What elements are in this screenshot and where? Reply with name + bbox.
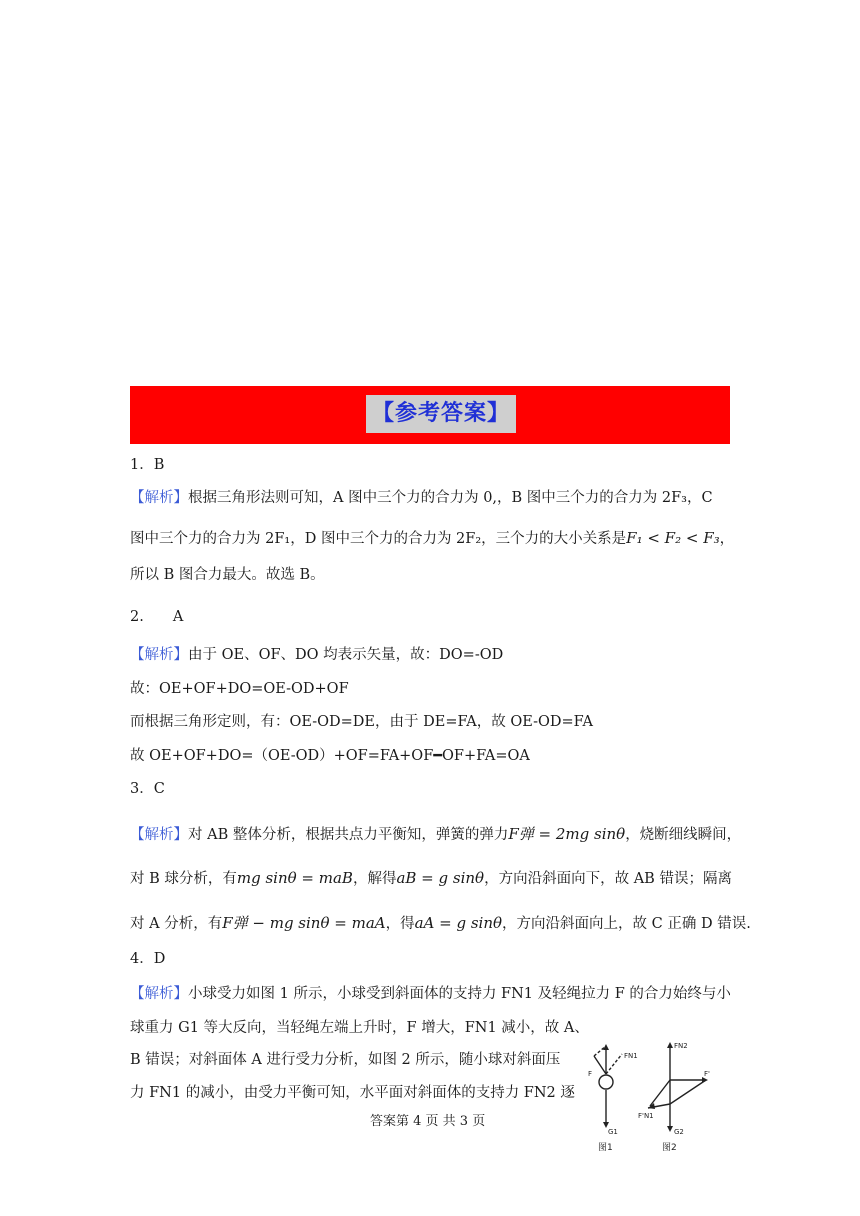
q4-line4: 力 FN1 的减小，由受力平衡可知，水平面对斜面体的支持力 FN2 逐: [130, 1085, 575, 1101]
q3-text3c: ，方向沿斜面向上，故 C 正确 D 错误.: [502, 916, 751, 932]
ball-icon: [599, 1075, 613, 1089]
q2-line4: 故 OE+OF+DO=（OE-OD）+OF=FA+OF━OF+FA=OA: [130, 748, 530, 764]
q3-line3: [130, 913, 751, 934]
fig1-fn1-label: FN1: [624, 1052, 638, 1060]
q1-math: F₁ < F₂ < F₃: [626, 529, 720, 547]
q1-number: 1．B: [130, 457, 165, 473]
q3-text1b: ，烧断细线瞬间，: [625, 827, 742, 843]
q2-line2: 故：OE+OF+DO=OE-OD+OF: [130, 681, 349, 697]
q3-line1: [130, 824, 741, 845]
fig2-fprime-label: F': [704, 1070, 710, 1078]
q4-number: 4．D: [130, 951, 166, 967]
q1-text1: 根据三角形法则可知，A 图中三个力的合力为 0,，B 图中三个力的合力为 2F₃，C: [188, 490, 713, 506]
q2-text1: 由于 OE、OF、DO 均表示矢量，故：DO=-OD: [188, 647, 504, 663]
q2-tag: 【解析】: [130, 647, 188, 663]
q3-number: 3．C: [130, 781, 165, 797]
page-footer: 答案第 4 页 共 3 页: [370, 1114, 486, 1129]
q2-line3: 而根据三角形定则，有：OE-OD=DE，由于 DE=FA，故 OE-OD=FA: [130, 714, 593, 730]
force-diagram-figure: [586, 1030, 726, 1160]
q4-line1: [130, 984, 731, 1004]
q2-line1: [130, 645, 503, 665]
q3-tag: 【解析】: [130, 827, 188, 843]
fig2-caption: 图2: [662, 1143, 677, 1153]
q3-line2: [130, 868, 732, 889]
q3-text1a: 对 AB 整体分析，根据共点力平衡知，弹簧的弹力: [188, 827, 509, 843]
answer-banner: [130, 386, 730, 444]
q3-text2b: ，解得: [352, 871, 397, 887]
q3-text2a: 对 B 球分析，有: [130, 871, 237, 887]
fig1-f-label: F: [588, 1070, 593, 1078]
fig2-fn2-label: FN2: [674, 1042, 688, 1050]
q3-text3b: ，得: [385, 916, 415, 932]
q3-math5: aA = g sinθ: [414, 914, 503, 932]
q1-punct: ，: [719, 531, 735, 547]
q2-number: 2. A: [130, 609, 184, 625]
fig2-g2-label: G2: [674, 1128, 684, 1136]
q3-math4: F弹 − mg sinθ = maA: [222, 914, 386, 932]
q1-line3: 所以 B 图合力最大。故选 B。: [130, 567, 325, 583]
q4-text1: 小球受力如图 1 所示，小球受到斜面体的支持力 FN1 及轻绳拉力 F 的合力始终与小: [188, 986, 731, 1002]
fig2-fn1prime-label: F'N1: [638, 1112, 654, 1120]
q3-text2c: ，方向沿斜面向下，故 AB 错误；隔离: [484, 871, 732, 887]
q3-math2: mg sinθ = maB: [236, 869, 353, 887]
fig1-caption: 图1: [598, 1143, 613, 1153]
q3-text3a: 对 A 分析，有: [130, 916, 223, 932]
q1-line2: [130, 528, 734, 549]
q1-text2: 图中三个力的合力为 2F₁，D 图中三个力的合力为 2F₂，三个力的大小关系是: [130, 531, 627, 547]
q4-line3: B 错误；对斜面体 A 进行受力分析，如图 2 所示，随小球对斜面压: [130, 1052, 561, 1068]
fig1-g1-label: G1: [608, 1128, 618, 1136]
q3-math1: F弹 = 2mg sinθ: [508, 825, 626, 843]
q4-tag: 【解析】: [130, 986, 188, 1002]
banner-title: 【参考答案】: [366, 395, 516, 433]
q3-math3: aB = g sinθ: [396, 869, 485, 887]
q4-line2: 球重力 G1 等大反向，当轻绳左端上升时，F 增大，FN1 减小，故 A、: [130, 1020, 589, 1036]
q1-line1: [130, 488, 713, 508]
q1-tag: 【解析】: [130, 490, 188, 506]
